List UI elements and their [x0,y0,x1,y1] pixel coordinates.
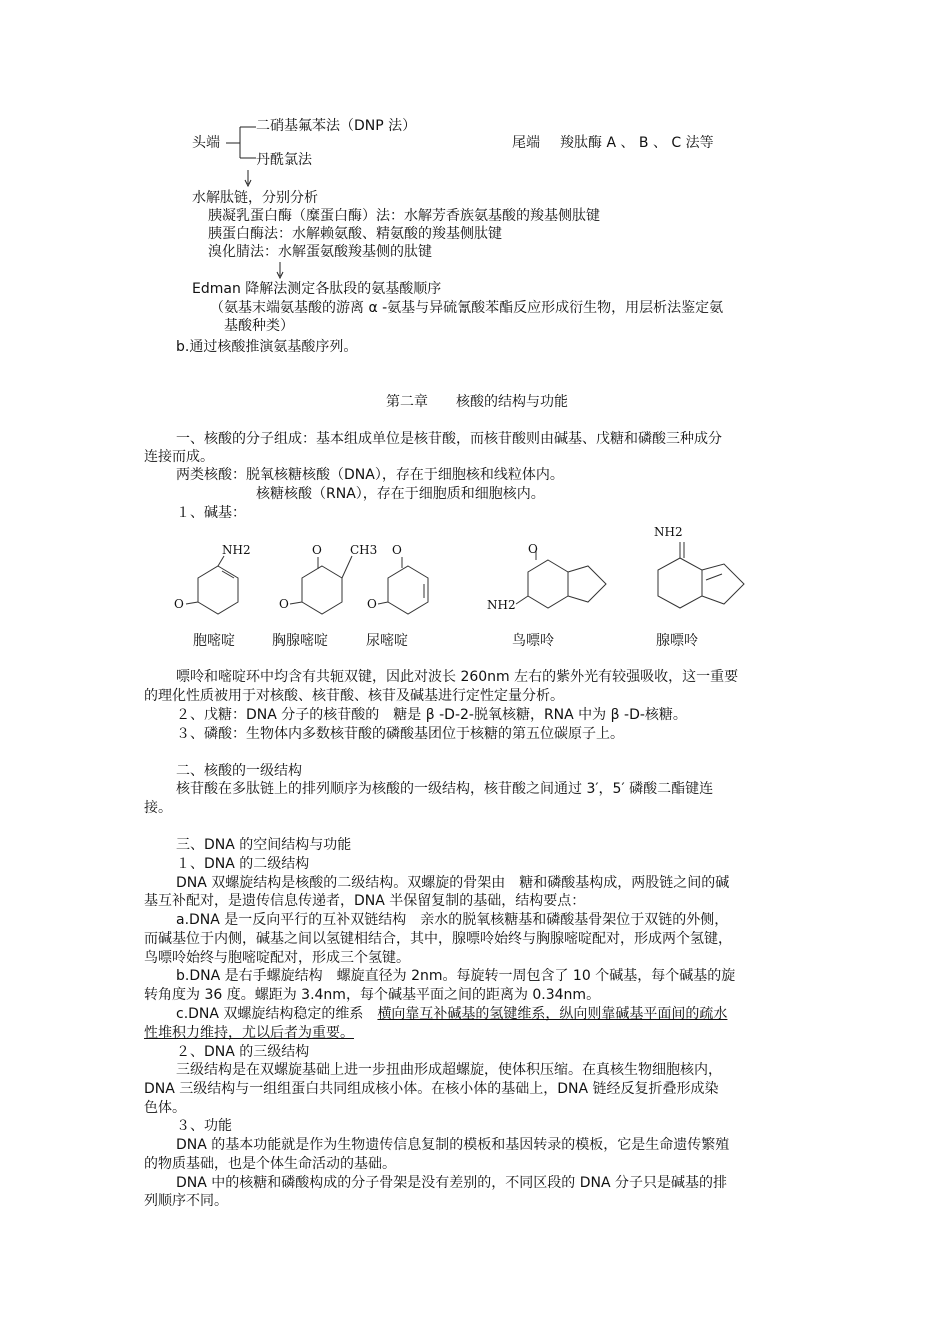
thymine-ring [302,566,342,614]
s3-t-line-3: 色体。 [144,1100,186,1116]
s3-t-line-1: 三级结构是在双螺旋基础上进一步扭曲形成超螺旋，使体积压缩。在真核生物细胞核内， [176,1062,722,1078]
s1b-p5: ３、磷酸：生物体内多数核苷酸的磷酸基团位于核糖的第五位碳原子上。 [176,726,624,742]
cytosine-ring [198,566,238,614]
s2-heading: 二、核酸的一级结构 [176,763,302,779]
s1-p2-line-1: 两类核酸：脱氧核糖核酸（DNA），存在于细胞核和线粒体内。 [176,467,564,483]
guanine-name: 鸟嘌呤 [512,633,554,649]
cnbr-line: 溴化腈法：水解蛋氨酸羧基侧的肽键 [208,244,432,260]
s3-b-line-1: b.DNA 是右手螺旋结构 螺旋直径为 2nm。每旋转一周包含了 10 个碱基，每个碱基的旋 [176,968,736,984]
s3-b-line-2: 转角度为 36 度。螺距为 3.4nm，每个碱基平面之间的距离为 0.34nm。 [144,987,601,1003]
adenine-five-ring [702,564,744,604]
cytosine-o: O [174,597,184,611]
s2-line-1: 核苷酸在多肽链上的排列顺序为核酸的一级结构，核苷酸之间通过 3′，5′ 磷酸二酯键连 [176,781,714,797]
adenine-six-ring [658,558,702,608]
s3-a-line-2: 而碱基位于内侧，碱基之间以氢键相结合，其中，腺嘌呤始终与胸腺嘧啶配对，形成两个氢键， [144,931,732,947]
uracil-name: 尿嘧啶 [366,633,408,649]
dansyl-method: 丹酰氯法 [256,152,312,168]
adenine-nh2: NH2 [654,525,683,539]
trypsin-line: 胰蛋白酶法：水解赖氨酸、精氨酸的羧基侧肽键 [208,226,502,242]
dnp-method: 二硝基氟苯法（DNP 法） [256,118,417,134]
carboxypeptidase-method: 羧肽酶 A 、 B 、 C 法等 [560,135,714,151]
s3-p1-line-1: DNA 双螺旋结构是核酸的二级结构。双螺旋的骨架由 糖和磷酸基构成，两股链之间的碱 [176,875,730,891]
cytosine-nh2: NH2 [222,543,251,557]
edman-note-line-2: 基酸种类） [224,318,294,334]
c-terminal-label: 尾端 [512,135,540,151]
thymine-o2: O [279,597,289,611]
thymine-o2-bond [290,602,302,604]
s3-f2-line-2: 列顺序不同。 [144,1193,228,1209]
n-terminal-label: 头端 [192,135,220,151]
guanine-nh2-bond [516,596,528,604]
edman-line: Edman 降解法测定各肽段的氨基酸顺序 [192,281,442,297]
thymine-o: O [312,543,322,557]
guanine-nh2: NH2 [487,598,516,612]
s3-c-line-2: 性堆积力维持，尤以后者为重要。 [144,1025,354,1041]
s1-p1-line-2: 连接而成。 [144,449,214,465]
s3-heading: 三、DNA 的空间结构与功能 [176,837,352,853]
s3-sub3: ３、功能 [176,1118,232,1134]
guanine-five-ring [568,566,606,602]
s3-f2-line-1: DNA 中的核糖和磷酸构成的分子骨架是没有差别的，不同区段的 DNA 分子只是碱基的排 [176,1175,728,1191]
chapter-title: 第二章 核酸的结构与功能 [386,394,568,410]
guanine-six-ring [528,560,568,608]
s1-p1-line-1: 一、核酸的分子组成：基本组成单位是核苷酸，而核苷酸则由碱基、戊糖和磷酸三种成分 [176,431,722,447]
bases-heading: １、碱基： [176,505,246,521]
uracil-o: O [392,543,402,557]
uracil-o2-bond [378,602,388,604]
edman-note-line-1: （氨基末端氨基酸的游离 α -氨基与异硫氰酸苯酯反应形成衍生物，用层析法鉴定氨 [210,300,724,316]
s1b-p3-line-2: 的理化性质被用于对核酸、核苷酸、核苷及碱基进行定性定量分析。 [144,688,564,704]
s3-p1-line-2: 基互补配对，是遗传信息传递者，DNA 半保留复制的基础，结构要点： [144,893,586,909]
uracil-ring [388,566,428,614]
chymotrypsin-line: 胰凝乳蛋白酶（糜蛋白酶）法：水解芳香族氨基酸的羧基侧肽键 [208,208,600,224]
s1-p2-line-2: 核糖核酸（RNA），存在于细胞质和细胞核内。 [256,486,545,502]
thymine-name: 胸腺嘧啶 [272,633,328,649]
s3-c-line-1-b: 横向靠互补碱基的氢键维系，纵向则靠碱基平面间的疏水 [377,1006,728,1022]
s3-t-line-2: DNA 三级结构与一组组蛋白共同组成核小体。在核小体的基础上，DNA 链经反复折叠形成染 [144,1081,719,1097]
thymine-ch3-bond [342,556,352,578]
thymine-ch3: CH3 [350,543,378,557]
s3-f1-line-2: 的物质基础，也是个体生命活动的基础。 [144,1156,396,1172]
cytosine-nh2-bond [218,556,224,566]
uracil-o2: O [367,597,377,611]
guanine-o: O [528,542,538,556]
s1b-p3-line-1: 嘌呤和嘧啶环中均含有共轭双键，因此对波长 260nm 左右的紫外光有较强吸收，这一重要 [176,669,739,685]
s3-c-line-1-a: c.DNA 双螺旋结构稳定的维系 [176,1006,378,1022]
cytosine-name: 胞嘧啶 [193,633,235,649]
s3-a-line-1: a.DNA 是一反向平行的互补双链结构 亲水的脱氧核糖基和磷酸基骨架位于双链的外侧， [176,912,729,928]
s3-f1-line-1: DNA 的基本功能就是作为生物遗传信息复制的模板和基因转录的模板，它是生命遗传繁殖 [176,1137,730,1153]
s3-sub2: ２、DNA 的三级结构 [176,1044,310,1060]
s3-a-line-3: 鸟嘌呤始终与胞嘧啶配对，形成三个氢键。 [144,950,410,966]
s3-c-line-1 [176,1005,727,1023]
cytosine-o-bond [186,602,198,604]
b-item: b.通过核酸推演氨基酸序列。 [176,339,358,355]
s2-line-2: 接。 [144,800,172,816]
adenine-double-bond [706,574,722,580]
adenine-name: 腺嘌呤 [656,633,698,649]
s1b-p4: ２、戊糖：DNA 分子的核苷酸的 糖是 β -D-2-脱氧核糖，RNA 中为 β -D-核糖。 [176,707,687,723]
hydrolyze-step: 水解肽链，分别分析 [192,190,318,206]
s3-sub1: １、DNA 的二级结构 [176,856,310,872]
